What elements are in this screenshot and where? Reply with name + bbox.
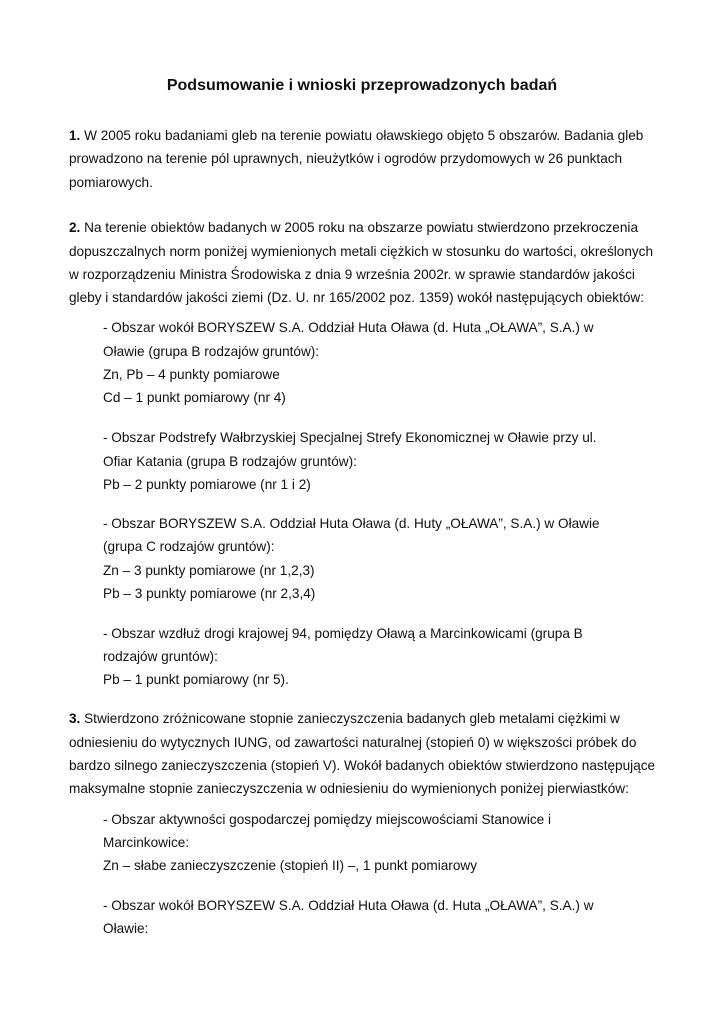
section-1-line-3: pomiarowych. [69, 175, 153, 190]
section-2-item-2-line-3: Pb – 2 punkty pomiarowe (nr 1 i 2) [103, 477, 311, 492]
section-2-item-3-line-1: - Obszar BORYSZEW S.A. Oddział Huta Oława (d. Huty „OŁAWA”, S.A.) w Oławie [103, 516, 600, 531]
section-3-line-3: bardzo silnego zanieczyszczenia (stopień V). Wokół badanych obiektów stwierdzono następujące [69, 758, 656, 773]
section-3-item-2-line-1: - Obszar wokół BORYSZEW S.A. Oddział Huta Oława (d. Huta „OŁAWA”, S.A.) w [103, 898, 594, 913]
section-3-item-1-line-1: - Obszar aktywności gospodarczej pomiędzy miejscowościami Stanowice i [103, 812, 552, 827]
section-2-item-3-line-4: Pb – 3 punkty pomiarowe (nr 2,3,4) [103, 586, 316, 601]
section-3-line-1: 3. Stwierdzono zróżnicowane stopnie zanieczyszczenia badanych gleb metalami ciężkimi w [69, 711, 620, 726]
section-2-item-4-line-1: - Obszar wzdłuż drogi krajowej 94, pomiędzy Oławą a Marcinkowicami (grupa B [103, 626, 583, 641]
section-2-item-2-line-2: Ofiar Katania (grupa B rodzajów gruntów): [103, 454, 357, 469]
section-3-number: 3. [69, 711, 81, 726]
section-2-item-3-line-2: (grupa C rodzajów gruntów): [103, 539, 275, 554]
section-2-item-2-line-1: - Obszar Podstrefy Wałbrzyskiej Specjalnej Strefy Ekonomicznej w Oławie przy ul. [103, 430, 597, 445]
section-1-line-2: prowadzono na terenie pól uprawnych, nieużytków i ogrodów przydomowych w 26 punktach [69, 151, 623, 166]
section-2-line-3: w rozporządzeniu Ministra Środowiska z dnia 9 września 2002r. w sprawie standardów jakości [69, 267, 635, 282]
section-3-item-1-line-2: Marcinkowice: [103, 835, 190, 850]
section-2-line-4: gleby i standardów jakości ziemi (Dz. U. nr 165/2002 poz. 1359) wokół następujących obiektów: [69, 290, 645, 305]
section-3-line-4: maksymalne stopnie zanieczyszczenia w odniesieniu do wymienionych poniżej pierwiastków: [69, 781, 629, 796]
section-2-item-1-line-1: - Obszar wokół BORYSZEW S.A. Oddział Huta Oława (d. Huta „OŁAWA”, S.A.) w [103, 320, 594, 335]
section-2-item-1-line-4: Cd – 1 punkt pomiarowy (nr 4) [103, 390, 286, 405]
section-2-item-4-line-2: rodzajów gruntów): [103, 649, 218, 664]
section-2-line-1: 2. Na terenie obiektów badanych w 2005 roku na obszarze powiatu stwierdzono przekroczenia [69, 220, 639, 235]
section-3-line-2: odniesieniu do wytycznych IUNG, od zawartości naturalnej (stopień 0) w większości próbek do [69, 735, 637, 750]
section-2-item-1-line-2: Oławie (grupa B rodzajów gruntów): [103, 344, 320, 359]
section-3-item-2-line-2: Oławie: [103, 921, 149, 936]
section-1-line-1: 1. W 2005 roku badaniami gleb na terenie powiatu oławskiego objęto 5 obszarów. Badania gleb [69, 128, 644, 143]
section-2-line-2: dopuszczalnych norm poniżej wymienionych metali ciężkich w stosunku do wartości, określonych [69, 244, 654, 259]
section-2-item-1-line-3: Zn, Pb – 4 punkty pomiarowe [103, 367, 280, 382]
section-2-item-3-line-3: Zn – 3 punkty pomiarowe (nr 1,2,3) [103, 563, 315, 578]
section-3-item-1-line-3: Zn – słabe zanieczyszczenie (stopień II) –, 1 punkt pomiarowy [103, 858, 478, 873]
section-1-number: 1. [69, 128, 81, 143]
section-2-number: 2. [69, 220, 81, 235]
document-title: Podsumowanie i wnioski przeprowadzonych badań [166, 77, 558, 94]
section-2-item-4-line-3: Pb – 1 punkt pomiarowy (nr 5). [103, 672, 289, 687]
